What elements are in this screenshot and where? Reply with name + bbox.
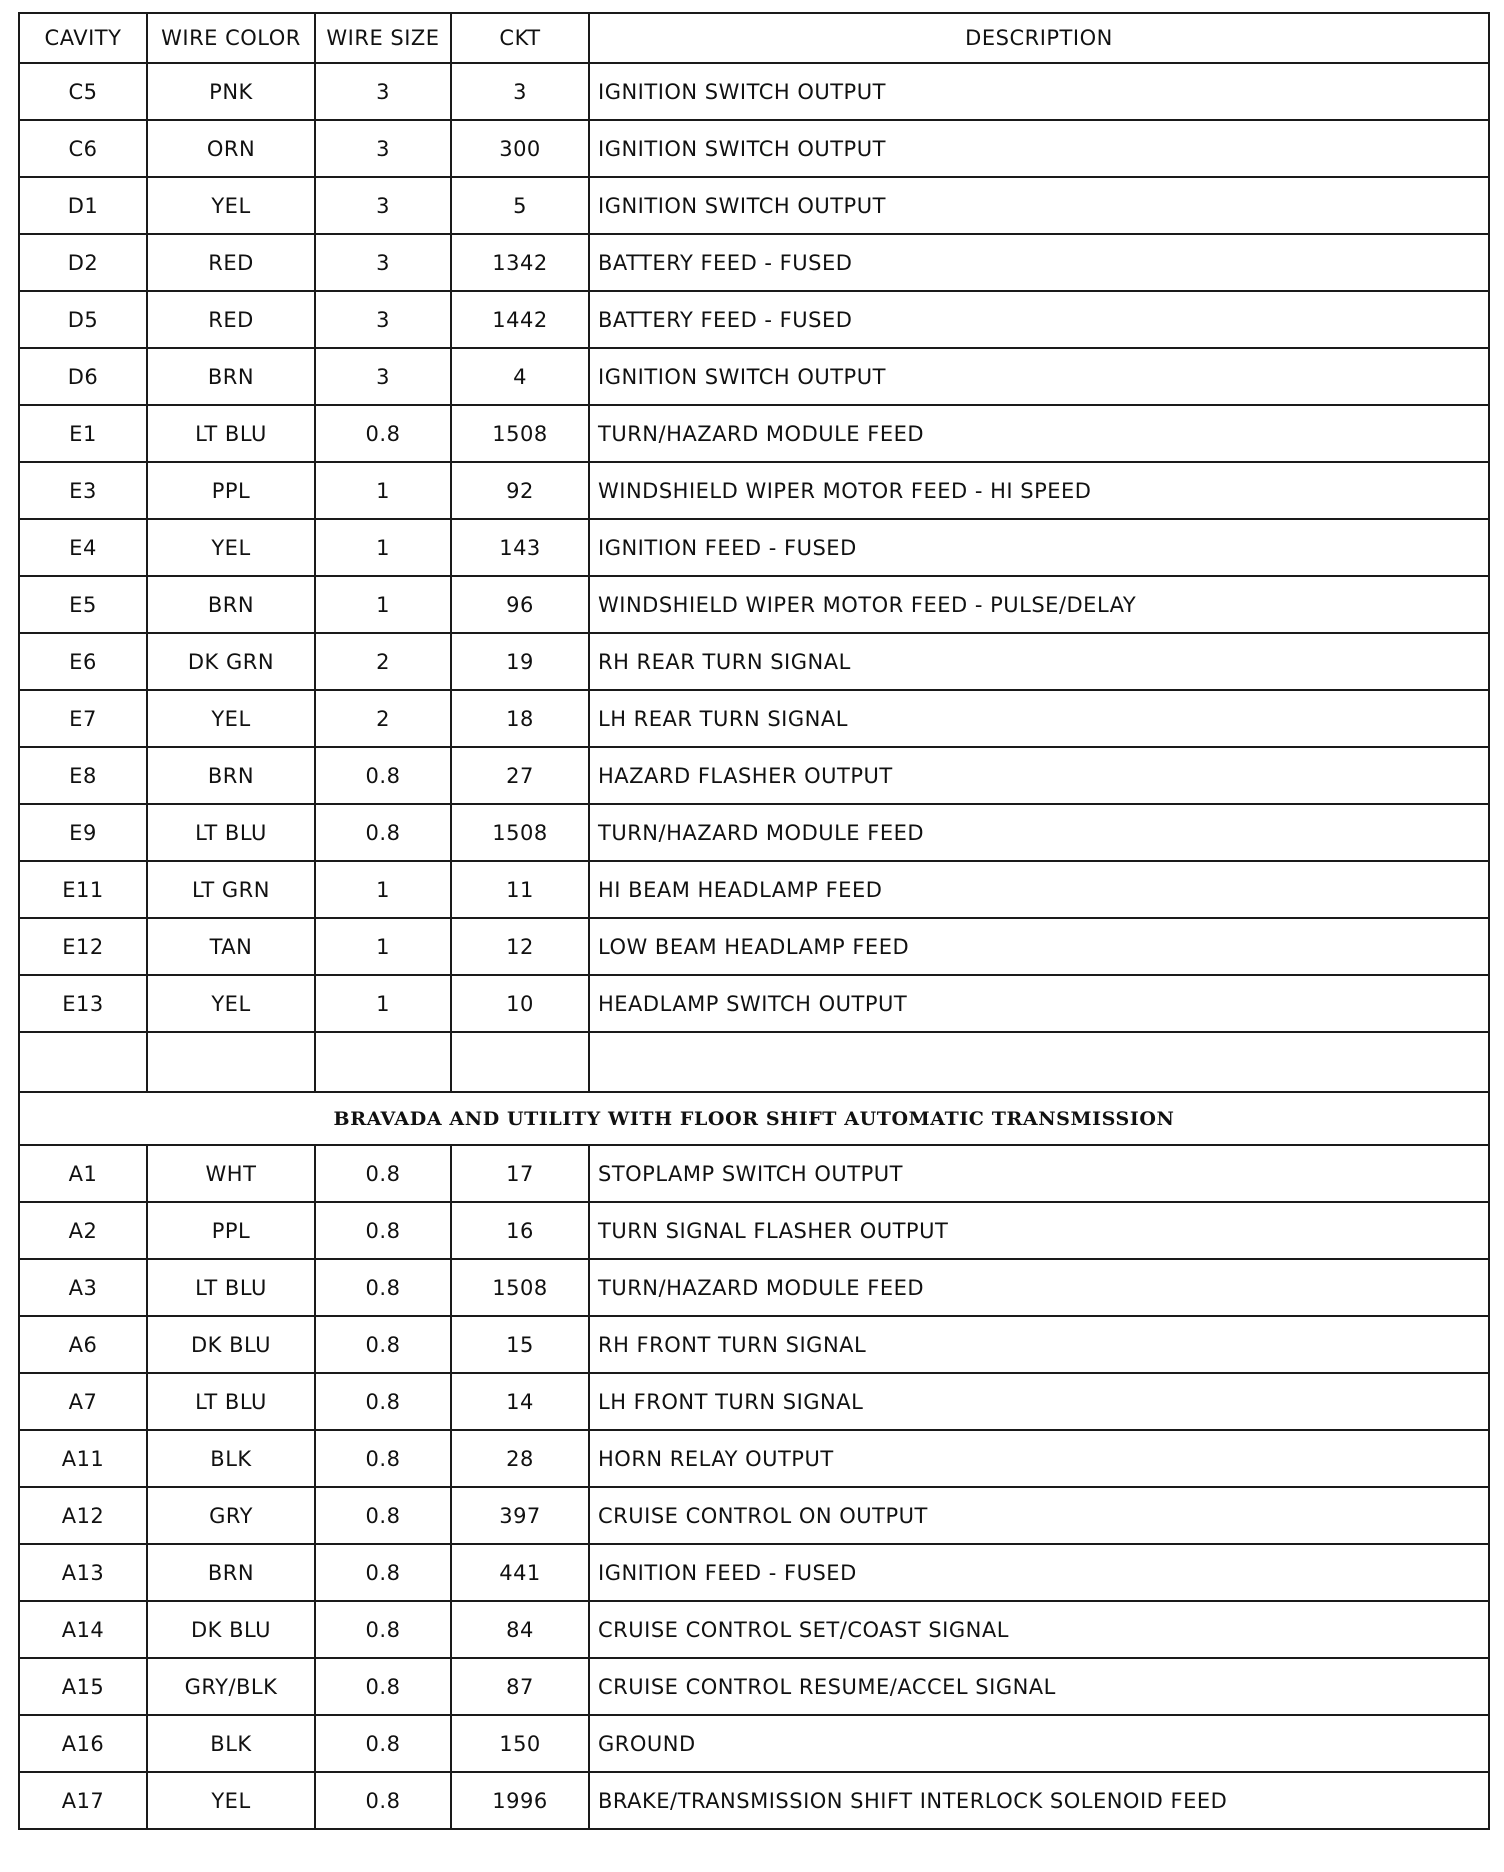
table-row bbox=[19, 690, 1489, 747]
wire-color-cell: BLK bbox=[147, 1430, 315, 1487]
table-row bbox=[19, 918, 1489, 975]
cavity-cell: E6 bbox=[19, 633, 147, 690]
description-cell: IGNITION FEED - FUSED bbox=[589, 1544, 1489, 1601]
table-row bbox=[19, 1430, 1489, 1487]
description-cell: GROUND bbox=[589, 1715, 1489, 1772]
wire-size-cell: 3 bbox=[315, 348, 451, 405]
cavity-cell: A16 bbox=[19, 1715, 147, 1772]
wiring-table-sheet bbox=[18, 12, 1488, 1830]
table-row bbox=[19, 519, 1489, 576]
blank-cell bbox=[19, 1032, 147, 1092]
cavity-cell: A1 bbox=[19, 1145, 147, 1202]
description-cell: IGNITION SWITCH OUTPUT bbox=[589, 63, 1489, 120]
table-row bbox=[19, 63, 1489, 120]
wire-color-cell: BRN bbox=[147, 348, 315, 405]
ckt-cell: 10 bbox=[451, 975, 589, 1032]
description-cell: BATTERY FEED - FUSED bbox=[589, 291, 1489, 348]
ckt-cell: 14 bbox=[451, 1373, 589, 1430]
table-row bbox=[19, 1316, 1489, 1373]
wire-size-cell: 0.8 bbox=[315, 1487, 451, 1544]
description-cell: HORN RELAY OUTPUT bbox=[589, 1430, 1489, 1487]
description-cell: IGNITION SWITCH OUTPUT bbox=[589, 120, 1489, 177]
wire-color-cell: GRY/BLK bbox=[147, 1658, 315, 1715]
wire-size-cell: 1 bbox=[315, 462, 451, 519]
cavity-cell: E4 bbox=[19, 519, 147, 576]
wire-color-cell: GRY bbox=[147, 1487, 315, 1544]
table-row bbox=[19, 177, 1489, 234]
cavity-cell: E8 bbox=[19, 747, 147, 804]
header-ckt: CKT bbox=[451, 13, 589, 63]
description-cell: HEADLAMP SWITCH OUTPUT bbox=[589, 975, 1489, 1032]
section-title: BRAVADA AND UTILITY WITH FLOOR SHIFT AUTOMATIC TRANSMISSION bbox=[19, 1092, 1489, 1145]
table-row bbox=[19, 462, 1489, 519]
cavity-cell: E7 bbox=[19, 690, 147, 747]
wire-size-cell: 1 bbox=[315, 975, 451, 1032]
ckt-cell: 18 bbox=[451, 690, 589, 747]
wire-size-cell: 0.8 bbox=[315, 1715, 451, 1772]
table-row bbox=[19, 1601, 1489, 1658]
ckt-cell: 5 bbox=[451, 177, 589, 234]
table-row bbox=[19, 1772, 1489, 1829]
ckt-cell: 4 bbox=[451, 348, 589, 405]
wire-size-cell: 1 bbox=[315, 519, 451, 576]
ckt-cell: 1342 bbox=[451, 234, 589, 291]
description-cell: CRUISE CONTROL SET/COAST SIGNAL bbox=[589, 1601, 1489, 1658]
description-cell: CRUISE CONTROL ON OUTPUT bbox=[589, 1487, 1489, 1544]
ckt-cell: 397 bbox=[451, 1487, 589, 1544]
header-wire-size: WIRE SIZE bbox=[315, 13, 451, 63]
wire-size-cell: 0.8 bbox=[315, 804, 451, 861]
wire-size-cell: 0.8 bbox=[315, 1658, 451, 1715]
cavity-cell: A6 bbox=[19, 1316, 147, 1373]
description-cell: HAZARD FLASHER OUTPUT bbox=[589, 747, 1489, 804]
ckt-cell: 1508 bbox=[451, 1259, 589, 1316]
table-row bbox=[19, 747, 1489, 804]
ckt-cell: 1442 bbox=[451, 291, 589, 348]
table-row bbox=[19, 1715, 1489, 1772]
wire-color-cell: LT BLU bbox=[147, 1373, 315, 1430]
blank-cell bbox=[451, 1032, 589, 1092]
wire-size-cell: 3 bbox=[315, 291, 451, 348]
wire-size-cell: 1 bbox=[315, 918, 451, 975]
wire-color-cell: YEL bbox=[147, 690, 315, 747]
wire-size-cell: 0.8 bbox=[315, 1259, 451, 1316]
table-row bbox=[19, 633, 1489, 690]
table-row bbox=[19, 861, 1489, 918]
wire-color-cell: DK BLU bbox=[147, 1601, 315, 1658]
section-header-row bbox=[19, 1092, 1489, 1145]
wire-size-cell: 0.8 bbox=[315, 1145, 451, 1202]
table-row bbox=[19, 1544, 1489, 1601]
blank-cell bbox=[147, 1032, 315, 1092]
wire-color-cell: RED bbox=[147, 234, 315, 291]
ckt-cell: 11 bbox=[451, 861, 589, 918]
wire-size-cell: 2 bbox=[315, 633, 451, 690]
description-cell: BATTERY FEED - FUSED bbox=[589, 234, 1489, 291]
header-wire-color: WIRE COLOR bbox=[147, 13, 315, 63]
table-row bbox=[19, 1259, 1489, 1316]
table-header-row bbox=[19, 13, 1489, 63]
ckt-cell: 28 bbox=[451, 1430, 589, 1487]
ckt-cell: 17 bbox=[451, 1145, 589, 1202]
wire-color-cell: LT BLU bbox=[147, 804, 315, 861]
table-row bbox=[19, 120, 1489, 177]
wire-color-cell: BRN bbox=[147, 576, 315, 633]
description-cell: TURN SIGNAL FLASHER OUTPUT bbox=[589, 1202, 1489, 1259]
table-row bbox=[19, 234, 1489, 291]
wire-size-cell: 0.8 bbox=[315, 747, 451, 804]
cavity-cell: A11 bbox=[19, 1430, 147, 1487]
table-row bbox=[19, 348, 1489, 405]
wire-color-cell: YEL bbox=[147, 975, 315, 1032]
wire-color-cell: TAN bbox=[147, 918, 315, 975]
blank-cell bbox=[589, 1032, 1489, 1092]
wire-color-cell: BLK bbox=[147, 1715, 315, 1772]
description-cell: RH REAR TURN SIGNAL bbox=[589, 633, 1489, 690]
blank-row bbox=[19, 1032, 1489, 1092]
cavity-cell: D5 bbox=[19, 291, 147, 348]
table-row bbox=[19, 975, 1489, 1032]
cavity-cell: A15 bbox=[19, 1658, 147, 1715]
ckt-cell: 15 bbox=[451, 1316, 589, 1373]
wire-color-cell: DK GRN bbox=[147, 633, 315, 690]
description-cell: IGNITION SWITCH OUTPUT bbox=[589, 177, 1489, 234]
cavity-cell: D2 bbox=[19, 234, 147, 291]
table-row bbox=[19, 804, 1489, 861]
ckt-cell: 1508 bbox=[451, 804, 589, 861]
cavity-cell: A13 bbox=[19, 1544, 147, 1601]
table-row bbox=[19, 1658, 1489, 1715]
cavity-cell: E1 bbox=[19, 405, 147, 462]
wire-color-cell: YEL bbox=[147, 177, 315, 234]
wire-size-cell: 1 bbox=[315, 576, 451, 633]
description-cell: IGNITION FEED - FUSED bbox=[589, 519, 1489, 576]
wire-color-cell: DK BLU bbox=[147, 1316, 315, 1373]
wire-color-cell: ORN bbox=[147, 120, 315, 177]
wire-color-cell: LT BLU bbox=[147, 1259, 315, 1316]
ckt-cell: 19 bbox=[451, 633, 589, 690]
table-row bbox=[19, 291, 1489, 348]
description-cell: WINDSHIELD WIPER MOTOR FEED - HI SPEED bbox=[589, 462, 1489, 519]
cavity-cell: D6 bbox=[19, 348, 147, 405]
ckt-cell: 1996 bbox=[451, 1772, 589, 1829]
wire-size-cell: 1 bbox=[315, 861, 451, 918]
wire-size-cell: 0.8 bbox=[315, 1316, 451, 1373]
cavity-cell: A7 bbox=[19, 1373, 147, 1430]
wire-color-cell: WHT bbox=[147, 1145, 315, 1202]
wire-color-cell: BRN bbox=[147, 747, 315, 804]
wire-color-cell: RED bbox=[147, 291, 315, 348]
wire-size-cell: 2 bbox=[315, 690, 451, 747]
ckt-cell: 3 bbox=[451, 63, 589, 120]
cavity-cell: A17 bbox=[19, 1772, 147, 1829]
wire-size-cell: 0.8 bbox=[315, 1601, 451, 1658]
cavity-cell: E13 bbox=[19, 975, 147, 1032]
cavity-cell: E11 bbox=[19, 861, 147, 918]
blank-cell bbox=[315, 1032, 451, 1092]
wire-size-cell: 0.8 bbox=[315, 1202, 451, 1259]
description-cell: RH FRONT TURN SIGNAL bbox=[589, 1316, 1489, 1373]
table-row bbox=[19, 576, 1489, 633]
table-row bbox=[19, 1202, 1489, 1259]
ckt-cell: 1508 bbox=[451, 405, 589, 462]
wire-color-cell: PPL bbox=[147, 1202, 315, 1259]
ckt-cell: 87 bbox=[451, 1658, 589, 1715]
cavity-cell: E3 bbox=[19, 462, 147, 519]
ckt-cell: 12 bbox=[451, 918, 589, 975]
ckt-cell: 441 bbox=[451, 1544, 589, 1601]
wire-size-cell: 0.8 bbox=[315, 1544, 451, 1601]
description-cell: IGNITION SWITCH OUTPUT bbox=[589, 348, 1489, 405]
wire-color-cell: LT GRN bbox=[147, 861, 315, 918]
header-description: DESCRIPTION bbox=[589, 13, 1489, 63]
description-cell: CRUISE CONTROL RESUME/ACCEL SIGNAL bbox=[589, 1658, 1489, 1715]
cavity-cell: A12 bbox=[19, 1487, 147, 1544]
wire-size-cell: 3 bbox=[315, 177, 451, 234]
ckt-cell: 96 bbox=[451, 576, 589, 633]
description-cell: HI BEAM HEADLAMP FEED bbox=[589, 861, 1489, 918]
wire-size-cell: 3 bbox=[315, 234, 451, 291]
table-row bbox=[19, 1373, 1489, 1430]
table-row bbox=[19, 1145, 1489, 1202]
description-cell: TURN/HAZARD MODULE FEED bbox=[589, 405, 1489, 462]
description-cell: LH FRONT TURN SIGNAL bbox=[589, 1373, 1489, 1430]
ckt-cell: 84 bbox=[451, 1601, 589, 1658]
wire-size-cell: 3 bbox=[315, 63, 451, 120]
wire-color-cell: BRN bbox=[147, 1544, 315, 1601]
wire-color-cell: YEL bbox=[147, 519, 315, 576]
description-cell: STOPLAMP SWITCH OUTPUT bbox=[589, 1145, 1489, 1202]
description-cell: LH REAR TURN SIGNAL bbox=[589, 690, 1489, 747]
cavity-cell: A14 bbox=[19, 1601, 147, 1658]
table-row bbox=[19, 405, 1489, 462]
cavity-cell: C5 bbox=[19, 63, 147, 120]
ckt-cell: 300 bbox=[451, 120, 589, 177]
cavity-cell: A3 bbox=[19, 1259, 147, 1316]
description-cell: BRAKE/TRANSMISSION SHIFT INTERLOCK SOLENOID FEED bbox=[589, 1772, 1489, 1829]
wire-size-cell: 0.8 bbox=[315, 405, 451, 462]
ckt-cell: 150 bbox=[451, 1715, 589, 1772]
table-row bbox=[19, 1487, 1489, 1544]
ckt-cell: 92 bbox=[451, 462, 589, 519]
description-cell: LOW BEAM HEADLAMP FEED bbox=[589, 918, 1489, 975]
wire-color-cell: PPL bbox=[147, 462, 315, 519]
cavity-cell: A2 bbox=[19, 1202, 147, 1259]
description-cell: TURN/HAZARD MODULE FEED bbox=[589, 1259, 1489, 1316]
description-cell: TURN/HAZARD MODULE FEED bbox=[589, 804, 1489, 861]
cavity-cell: E9 bbox=[19, 804, 147, 861]
wire-color-cell: LT BLU bbox=[147, 405, 315, 462]
connector-cavity-table bbox=[18, 12, 1490, 1830]
ckt-cell: 16 bbox=[451, 1202, 589, 1259]
wire-size-cell: 0.8 bbox=[315, 1430, 451, 1487]
cavity-cell: E5 bbox=[19, 576, 147, 633]
wire-size-cell: 0.8 bbox=[315, 1373, 451, 1430]
wire-color-cell: YEL bbox=[147, 1772, 315, 1829]
header-cavity: CAVITY bbox=[19, 13, 147, 63]
cavity-cell: E12 bbox=[19, 918, 147, 975]
description-cell: WINDSHIELD WIPER MOTOR FEED - PULSE/DELAY bbox=[589, 576, 1489, 633]
ckt-cell: 143 bbox=[451, 519, 589, 576]
ckt-cell: 27 bbox=[451, 747, 589, 804]
cavity-cell: D1 bbox=[19, 177, 147, 234]
wire-color-cell: PNK bbox=[147, 63, 315, 120]
wire-size-cell: 3 bbox=[315, 120, 451, 177]
wire-size-cell: 0.8 bbox=[315, 1772, 451, 1829]
cavity-cell: C6 bbox=[19, 120, 147, 177]
